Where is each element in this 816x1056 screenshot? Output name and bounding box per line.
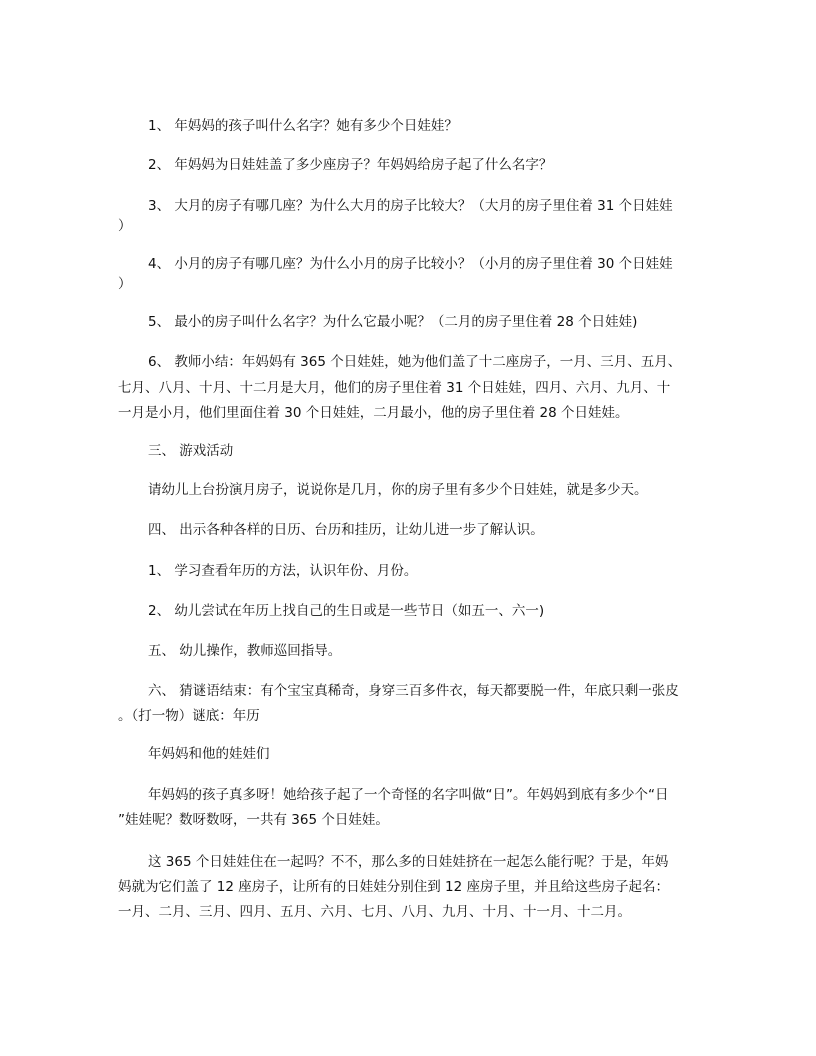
story-paragraph-2-line-3: 一月、二月、三月、四月、五月、六月、七月、八月、九月、十月、十一月、十二月。 — [118, 904, 631, 920]
section-4-item-2: 2、 幼儿尝试在年历上找自己的生日或是一些节日（如五一、六一) — [148, 603, 545, 619]
question-3-line-2: ） — [118, 218, 132, 234]
story-paragraph-1-line-1: 年妈妈的孩子真多呀！她给孩子起了一个奇怪的名字叫做“日”。年妈妈到底有多少个“日 — [148, 787, 669, 803]
story-paragraph-1-line-2: ”娃娃呢？数呀数呀，一共有 365 个日娃娃。 — [118, 812, 389, 828]
section-4-heading: 四、 出示各种各样的日历、台历和挂历，让幼儿进一步了解认识。 — [148, 522, 544, 538]
story-title: 年妈妈和他的娃娃们 — [148, 746, 270, 762]
riddle-line-1: 六、 猜谜语结束：有个宝宝真稀奇，身穿三百多件衣，每天都要脱一件，年底只剩一张皮 — [148, 683, 679, 699]
section-5-heading: 五、 幼儿操作，教师巡回指导。 — [148, 643, 342, 659]
story-paragraph-2-line-1: 这 365 个日娃娃住在一起吗？不不，那么多的日娃娃挤在一起怎么能行呢？于是，年妈 — [148, 854, 669, 870]
riddle-line-2: 。（打一物）谜底：年历 — [118, 708, 260, 724]
question-1: 1、 年妈妈的孩子叫什么名字？她有多少个日娃娃？ — [148, 118, 458, 134]
question-4-line-2: ） — [118, 276, 132, 292]
teacher-summary-line-2: 七月、八月、十月、十二月是大月，他们的房子里住着 31 个日娃娃，四月、六月、九月、十 — [118, 380, 671, 396]
question-4-line-1: 4、 小月的房子有哪几座？为什么小月的房子比较小？（小月的房子里住着 30 个日娃娃 — [148, 256, 673, 272]
game-activity-text: 请幼儿上台扮演月房子，说说你是几月，你的房子里有多少个日娃娃，就是多少天。 — [148, 482, 648, 498]
teacher-summary-line-1: 6、 教师小结：年妈妈有 365 个日娃娃，她为他们盖了十二座房子，一月、三月、五月、 — [148, 354, 682, 370]
question-3-line-1: 3、 大月的房子有哪几座？为什么大月的房子比较大？（大月的房子里住着 31 个日娃娃 — [148, 198, 673, 214]
teacher-summary-line-3: 一月是小月，他们里面住着 30 个日娃娃，二月最小，他的房子里住着 28 个日娃娃。 — [118, 405, 629, 421]
question-5: 5、 最小的房子叫什么名字？为什么它最小呢？（二月的房子里住着 28 个日娃娃) — [148, 314, 638, 330]
story-paragraph-2-line-2: 妈就为它们盖了 12 座房子，让所有的日娃娃分别住到 12 座房子里，并且给这些房子起名： — [118, 879, 670, 895]
section-3-heading: 三、 游戏活动 — [148, 443, 234, 459]
section-4-item-1: 1、 学习查看年历的方法，认识年份、月份。 — [148, 563, 418, 579]
question-2: 2、 年妈妈为日娃娃盖了多少座房子？年妈妈给房子起了什么名字？ — [148, 157, 553, 173]
